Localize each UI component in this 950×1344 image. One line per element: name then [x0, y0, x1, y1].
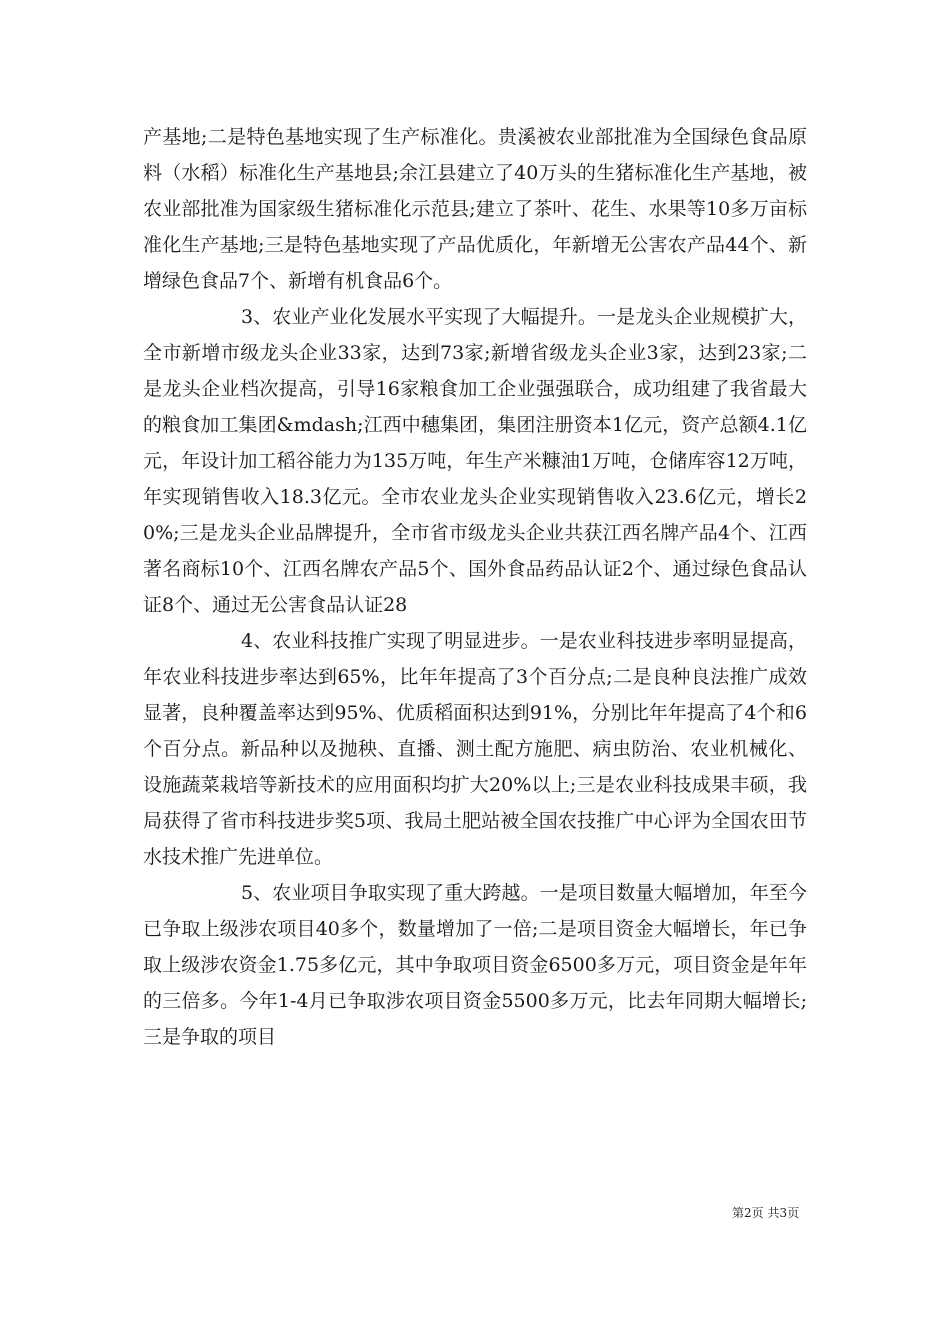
paragraph-item-4: 4、农业科技推广实现了明显进步。一是农业科技进步率明显提高，年农业科技进步率达到65%，比年年提高了3个百分点;二是良种良法推广成效显著，良种覆盖率达到95%、优质稻面积达到91%，分别比年年提高了4个和6个百分点。新品种以及抛秧、直播、测土配方施肥、病虫防治、农业机械化、设施蔬菜栽培等新技术的应用面积均扩大20%以上;三是农业科技成果丰硕，我局获得了省市科技进步奖5项、我局土肥站被全国农技推广中心评为全国农田节水技术推广先进单位。	[143, 630, 807, 868]
paragraph-continued: 产基地;二是特色基地实现了生产标准化。贵溪被农业部批准为全国绿色食品原料（水稻）标准化生产基地县;余江县建立了40万头的生猪标准化生产基地，被农业部批准为国家级生猪标准化示范县;建立了茶叶、花生、水果等10多万亩标准化生产基地;三是特色基地实现了产品优质化，年新增无公害农产品44个、新增绿色食品7个、新增有机食品6个。	[143, 126, 807, 292]
document-body	[143, 119, 807, 1055]
paragraph-item-5: 5、农业项目争取实现了重大跨越。一是项目数量大幅增加，年至今已争取上级涉农项目40多个，数量增加了一倍;二是项目资金大幅增长，年已争取上级涉农资金1.75多亿元，其中争取项目资金6500多万元，项目资金是年年的三倍多。今年1-4月已争取涉农项目资金5500多万元，比去年同期大幅增长;三是争取的项目	[143, 882, 807, 1048]
paragraph-item-3: 3、农业产业化发展水平实现了大幅提升。一是龙头企业规模扩大，全市新增市级龙头企业33家，达到73家;新增省级龙头企业3家，达到23家;二是龙头企业档次提高，引导16家粮食加工企业强强联合，成功组建了我省最大的粮食加工集团&mdash;江西中穗集团，集团注册资本1亿元，资产总额4.1亿元，年设计加工稻谷能力为135万吨，年生产米糠油1万吨，仓储库容12万吨，年实现销售收入18.3亿元。全市农业龙头企业实现销售收入23.6亿元，增长20%;三是龙头企业品牌提升，全市省市级龙头企业共获江西名牌产品4个、江西著名商标10个、江西名牌农产品5个、国外食品药品认证2个、通过绿色食品认证8个、通过无公害食品认证28	[143, 306, 807, 616]
page-number-footer: 第2页 共3页	[732, 1206, 800, 1220]
